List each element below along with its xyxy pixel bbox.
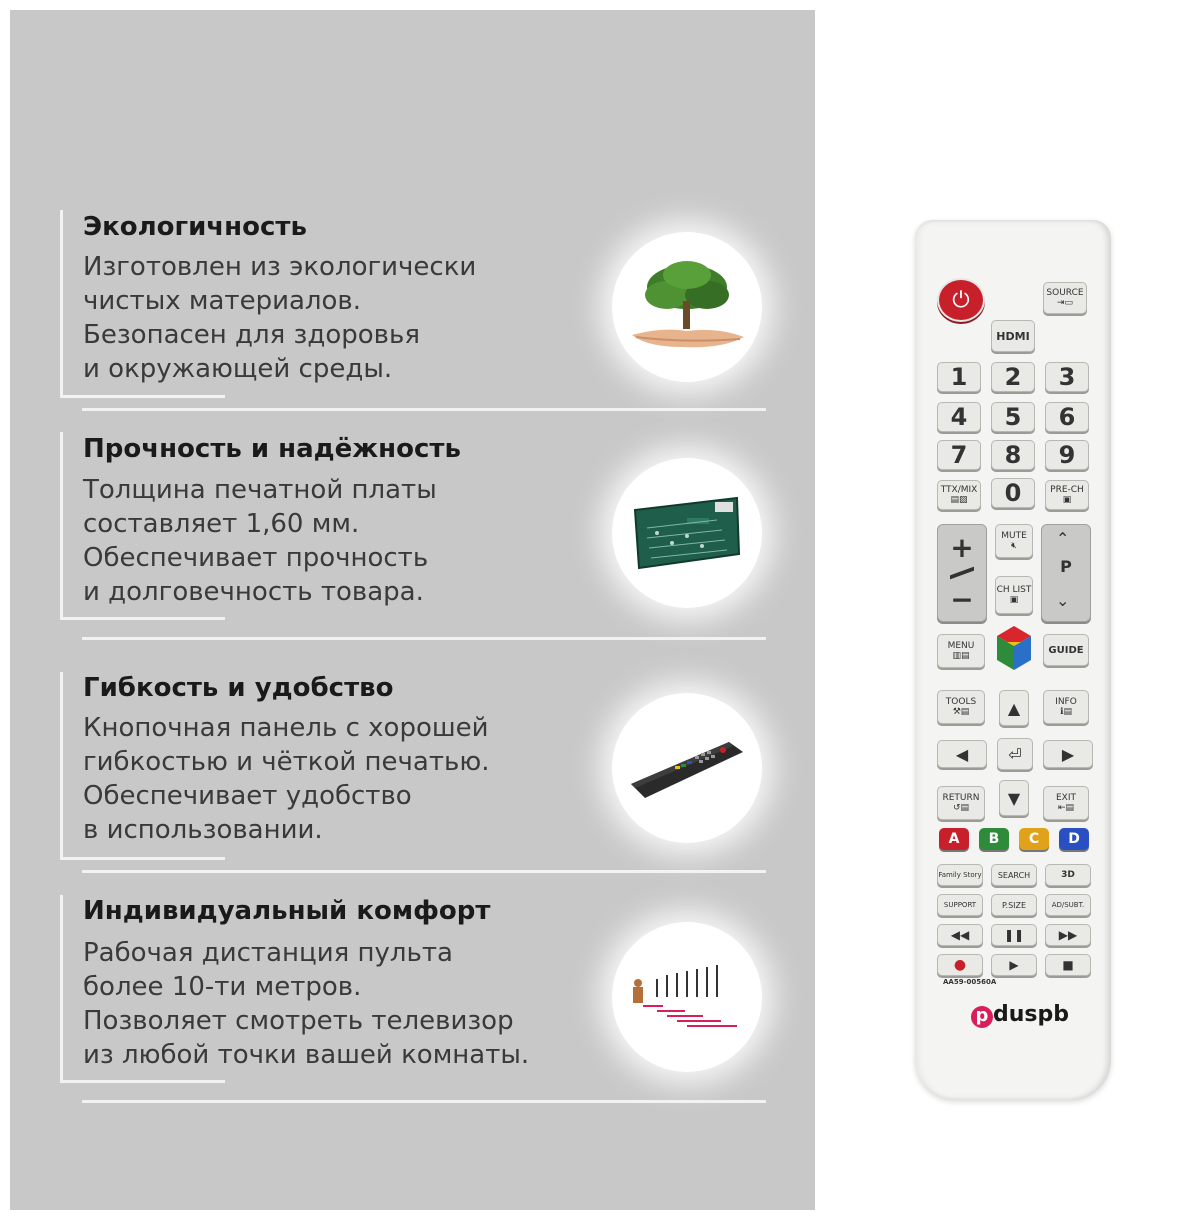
digit-4-button[interactable]: 4 bbox=[937, 402, 981, 432]
support-button[interactable]: SUPPORT bbox=[937, 894, 983, 916]
color-button-d[interactable]: D bbox=[1059, 828, 1089, 850]
mute-icon: 🔇︎ bbox=[1011, 541, 1017, 551]
feature-2-line-3: Обеспечивает прочность bbox=[83, 543, 429, 573]
feature-1-line-3: Безопасен для здоровья bbox=[83, 320, 420, 350]
ttx-mix-label: TTX/MIX bbox=[940, 485, 978, 495]
remote-control bbox=[915, 220, 1111, 1100]
feature-4-line-3: Позволяет смотреть телевизор bbox=[83, 1006, 514, 1036]
play-icon: ▶ bbox=[1009, 958, 1019, 972]
feature-3-line-1: Кнопочная панель с хорошей bbox=[83, 713, 489, 743]
mute-button[interactable] bbox=[995, 524, 1033, 558]
info-button[interactable] bbox=[1043, 690, 1089, 724]
feature-1-description bbox=[83, 250, 476, 386]
source-icon: ⇥▭ bbox=[1056, 298, 1074, 308]
feature-4-line-1: Рабочая дистанция пульта bbox=[83, 938, 453, 968]
mute-label: MUTE bbox=[1001, 531, 1027, 541]
feature-2-line-4: и долговечность товара. bbox=[83, 577, 424, 607]
hdmi-button[interactable]: HDMI bbox=[991, 320, 1035, 352]
model-number: AA59-00560A bbox=[943, 978, 997, 986]
feature-1-line-1: Изготовлен из экологически bbox=[83, 252, 477, 282]
feature-4-description bbox=[83, 936, 529, 1072]
feature-1-line-2: чистых материалов. bbox=[83, 286, 362, 316]
rewind-button[interactable] bbox=[937, 924, 983, 946]
channel-rocker[interactable] bbox=[1041, 524, 1091, 622]
pause-button[interactable] bbox=[991, 924, 1037, 946]
return-button[interactable] bbox=[937, 786, 985, 820]
teletext-icon: ▤▨ bbox=[950, 495, 968, 505]
feature-2-description bbox=[83, 473, 437, 609]
feature-3-line-4: в использовании. bbox=[83, 815, 323, 845]
ttx-mix-button[interactable] bbox=[937, 480, 981, 510]
arrow-up-icon: ▲ bbox=[1007, 698, 1021, 718]
feature-2-frame-corner bbox=[60, 617, 225, 620]
feature-4-title: Индивидуальный комфорт bbox=[83, 896, 491, 926]
color-button-c[interactable]: C bbox=[1019, 828, 1049, 850]
record-button[interactable] bbox=[937, 954, 983, 976]
fast-forward-button[interactable] bbox=[1045, 924, 1091, 946]
record-icon: ● bbox=[953, 957, 967, 973]
pause-icon: ❚❚ bbox=[1003, 928, 1025, 942]
stop-icon: ■ bbox=[1062, 958, 1074, 972]
exit-icon: ⇤▤ bbox=[1057, 803, 1075, 813]
3d-button[interactable]: 3D bbox=[1045, 864, 1091, 886]
return-icon: ↺▤ bbox=[952, 803, 970, 813]
feature-2-line-2: составляет 1,60 мм. bbox=[83, 509, 360, 539]
feature-2-separator bbox=[82, 637, 766, 640]
arrow-down-icon: ▼ bbox=[1007, 788, 1021, 808]
digit-7-button[interactable]: 7 bbox=[937, 440, 981, 470]
exit-label: EXIT bbox=[1055, 793, 1076, 803]
tools-button[interactable] bbox=[937, 690, 985, 724]
power-icon: ⏻ bbox=[952, 287, 970, 313]
digit-1-button[interactable]: 1 bbox=[937, 362, 981, 392]
feature-3-separator bbox=[82, 870, 766, 873]
menu-label: MENU bbox=[947, 641, 975, 651]
features-panel bbox=[10, 10, 815, 1210]
color-button-b[interactable]: B bbox=[979, 828, 1009, 850]
channel-label: P bbox=[1060, 557, 1072, 576]
guide-button[interactable]: GUIDE bbox=[1043, 634, 1089, 666]
enter-button[interactable] bbox=[997, 738, 1033, 770]
feature-2-line-1: Толщина печатной платы bbox=[83, 475, 437, 505]
feature-1-title: Экологичность bbox=[83, 212, 307, 242]
channel-down-icon: ⌄ bbox=[1056, 591, 1070, 610]
rewind-icon: ◀◀ bbox=[950, 928, 970, 942]
brand-logo-p: p bbox=[971, 1006, 993, 1028]
brand-logo-text: duspb bbox=[993, 1002, 1070, 1027]
right-button[interactable] bbox=[1043, 740, 1093, 768]
feature-3-line-2: гибкостью и чёткой печатью. bbox=[83, 747, 490, 777]
tools-icon: ⚒▤ bbox=[952, 707, 970, 717]
feature-3-description bbox=[83, 711, 489, 847]
volume-rocker[interactable] bbox=[937, 524, 987, 622]
digit-8-button[interactable]: 8 bbox=[991, 440, 1035, 470]
power-button[interactable] bbox=[937, 278, 985, 322]
arrow-right-icon: ▶ bbox=[1061, 744, 1075, 764]
search-button[interactable]: SEARCH bbox=[991, 864, 1037, 886]
up-button[interactable] bbox=[999, 690, 1029, 726]
brand-logo bbox=[971, 1002, 1069, 1028]
pre-ch-label: PRE-CH bbox=[1050, 485, 1084, 495]
feature-4-frame-corner bbox=[60, 1080, 225, 1083]
enter-icon: ⏎ bbox=[1008, 744, 1022, 764]
tools-label: TOOLS bbox=[945, 697, 977, 707]
feature-4-line-4: из любой точки вашей комнаты. bbox=[83, 1040, 530, 1070]
smart-hub-button[interactable] bbox=[995, 624, 1033, 674]
fast-forward-icon: ▶▶ bbox=[1058, 928, 1078, 942]
smart-hub-icon bbox=[995, 624, 1033, 674]
ad-subt-button[interactable]: AD/SUBT. bbox=[1045, 894, 1091, 916]
circuit-board-icon bbox=[612, 458, 762, 608]
stop-button[interactable] bbox=[1045, 954, 1091, 976]
left-button[interactable] bbox=[937, 740, 987, 768]
family-story-button[interactable]: Family Story bbox=[937, 864, 983, 886]
feature-1-line-4: и окружающей среды. bbox=[83, 354, 393, 384]
digit-0-button[interactable]: 0 bbox=[991, 478, 1035, 508]
pre-ch-icon: ▣ bbox=[1062, 495, 1072, 505]
volume-up[interactable]: + bbox=[950, 531, 974, 564]
exit-button[interactable] bbox=[1043, 786, 1089, 820]
arrow-left-icon: ◀ bbox=[955, 744, 969, 764]
digit-5-button[interactable]: 5 bbox=[991, 402, 1035, 432]
digit-2-button[interactable]: 2 bbox=[991, 362, 1035, 392]
channel-up-icon: ⌃ bbox=[1056, 529, 1070, 548]
feature-2-title: Прочность и надёжность bbox=[83, 434, 461, 464]
feature-4-separator bbox=[82, 1100, 766, 1103]
color-button-a[interactable]: A bbox=[939, 828, 969, 850]
digit-3-button[interactable]: 3 bbox=[1045, 362, 1089, 392]
feature-1-separator bbox=[82, 408, 766, 411]
play-button[interactable] bbox=[991, 954, 1037, 976]
ch-list-icon: ▣ bbox=[1009, 595, 1019, 605]
feature-3-line-3: Обеспечивает удобство bbox=[83, 781, 412, 811]
return-label: RETURN bbox=[942, 793, 980, 803]
feature-1-frame-corner bbox=[60, 395, 225, 398]
digit-6-button[interactable]: 6 bbox=[1045, 402, 1089, 432]
feature-3-title: Гибкость и удобство bbox=[83, 673, 394, 703]
feature-4-frame-line bbox=[60, 895, 63, 1083]
feature-3-frame-line bbox=[60, 672, 63, 860]
tree-in-hand-icon bbox=[612, 232, 762, 382]
feature-1-frame-line bbox=[60, 210, 63, 398]
volume-down[interactable]: − bbox=[950, 583, 974, 616]
menu-button[interactable] bbox=[937, 634, 985, 668]
remote-control-icon bbox=[612, 693, 762, 843]
feature-2-frame-line bbox=[60, 432, 63, 620]
down-button[interactable] bbox=[999, 780, 1029, 816]
ch-list-button[interactable] bbox=[995, 576, 1033, 614]
source-button[interactable] bbox=[1043, 282, 1087, 314]
feature-3-frame-corner bbox=[60, 857, 225, 860]
digit-9-button[interactable]: 9 bbox=[1045, 440, 1089, 470]
feature-4-line-2: более 10-ти метров. bbox=[83, 972, 362, 1002]
distance-diagram-icon bbox=[612, 922, 762, 1072]
pre-ch-button[interactable] bbox=[1045, 480, 1089, 510]
p-size-button[interactable]: P.SIZE bbox=[991, 894, 1037, 916]
ch-list-label: CH LIST bbox=[996, 585, 1032, 595]
menu-icon: ▥▤ bbox=[952, 651, 970, 661]
info-icon: ℹ▤ bbox=[1060, 707, 1072, 717]
source-label: SOURCE bbox=[1046, 288, 1084, 298]
info-label: INFO bbox=[1055, 697, 1077, 707]
volume-icon bbox=[950, 567, 974, 580]
